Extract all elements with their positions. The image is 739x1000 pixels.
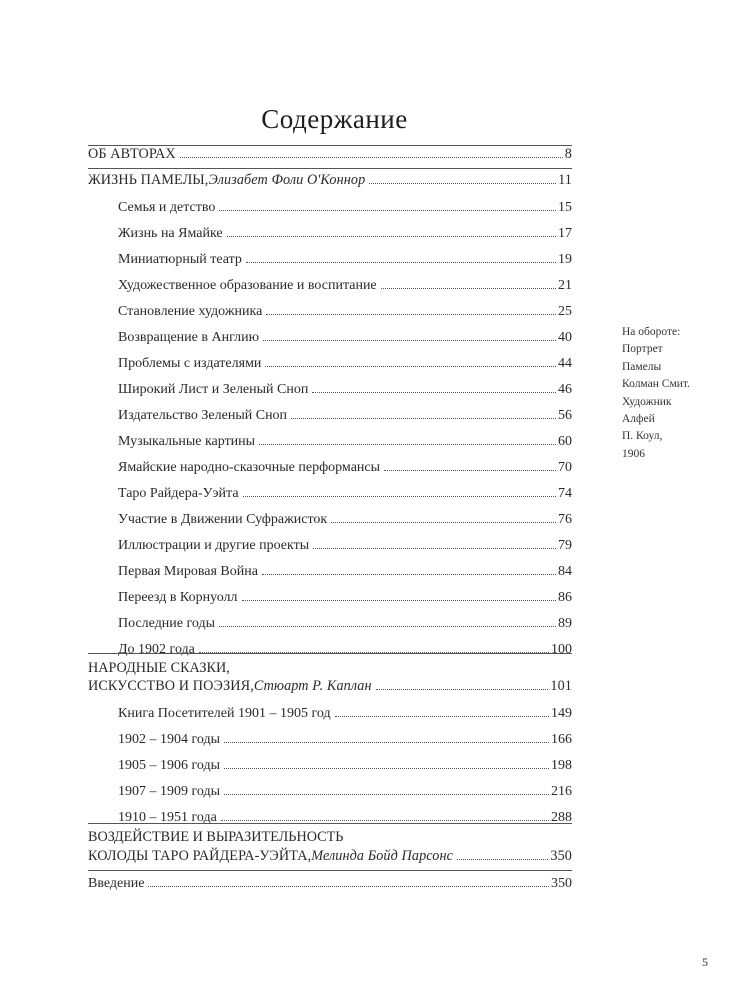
toc-subentry[interactable] — [118, 731, 572, 748]
dot-leader — [180, 157, 563, 158]
toc-entry-rider-waite-impact[interactable] — [88, 848, 572, 865]
entry-title: Художественное образование и воспитание — [118, 278, 377, 293]
dot-leader — [262, 574, 556, 575]
dot-leader — [265, 366, 556, 367]
entry-page: 74 — [558, 486, 572, 501]
toc-subentry[interactable] — [118, 563, 572, 580]
entry-page: 25 — [558, 304, 572, 319]
entry-page: 216 — [551, 784, 572, 799]
entry-page: 70 — [558, 460, 572, 475]
section-divider — [88, 870, 572, 871]
caption-line: Колман Смит. — [622, 378, 690, 391]
toc-subentry[interactable] — [118, 225, 572, 242]
entry-page: 19 — [558, 252, 572, 267]
entry-page: 84 — [558, 564, 572, 579]
caption-line: На обороте: — [622, 326, 681, 338]
entry-page: 89 — [558, 616, 572, 631]
toc-subentry[interactable] — [118, 589, 572, 606]
toc-subentry[interactable] — [118, 381, 572, 398]
entry-title: Книга Посетителей 1901 – 1905 год — [118, 706, 331, 721]
entry-title: ЖИЗНЬ ПАМЕЛЫ, — [88, 172, 209, 188]
dot-leader — [148, 886, 549, 887]
dot-leader — [457, 859, 548, 860]
toc-subentry[interactable] — [118, 433, 572, 450]
entry-page: 17 — [558, 226, 572, 241]
entry-page: 101 — [550, 678, 572, 694]
entry-page: 166 — [551, 732, 572, 747]
entry-title: Иллюстрации и другие проекты — [118, 538, 310, 553]
page-title: Содержание — [261, 104, 408, 134]
entry-title: Широкий Лист и Зеленый Сноп — [118, 382, 309, 397]
toc-subentry[interactable] — [118, 615, 572, 632]
dot-leader — [221, 820, 549, 821]
dot-leader — [219, 210, 556, 211]
dot-leader — [266, 314, 556, 315]
entry-page: 76 — [558, 512, 572, 527]
toc-subentry[interactable] — [118, 511, 572, 528]
entry-page: 86 — [558, 590, 572, 605]
dot-leader — [312, 392, 556, 393]
toc-subentry[interactable] — [118, 783, 572, 800]
dot-leader — [376, 689, 549, 690]
entry-title: Ямайские народно-сказочные перформансы — [118, 460, 381, 475]
caption-line: П. Коул, — [622, 430, 663, 443]
toc-subentry[interactable] — [118, 355, 572, 372]
entry-page: 21 — [558, 278, 572, 293]
toc-subentry[interactable] — [118, 537, 572, 554]
toc-subentry[interactable] — [118, 407, 572, 424]
entry-page: 15 — [558, 200, 572, 215]
entry-title: Введение — [88, 876, 145, 891]
dot-leader — [224, 794, 549, 795]
caption-line: Портрет — [622, 343, 663, 356]
caption-line: Художник — [622, 395, 672, 408]
dot-leader — [224, 768, 549, 769]
entry-page: 40 — [558, 330, 572, 345]
toc-entry-line1: ВОЗДЕЙСТВИЕ И ВЫРАЗИТЕЛЬНОСТЬ — [88, 829, 344, 845]
entry-title: Проблемы с издателями — [118, 356, 262, 371]
entry-title: Первая Мировая Война — [118, 564, 258, 579]
section-divider — [88, 653, 572, 654]
toc-entry-folk-tales[interactable] — [88, 678, 572, 695]
entry-title: КОЛОДЫ ТАРО РАЙДЕРА-УЭЙТА, — [88, 848, 312, 864]
section-divider — [88, 168, 572, 169]
entry-page: 350 — [550, 848, 572, 864]
section-divider — [88, 823, 572, 824]
dot-leader — [224, 742, 549, 743]
toc-entry-line1: НАРОДНЫЕ СКАЗКИ, — [88, 660, 230, 676]
entry-author: Стюарт Р. Каплан — [253, 678, 372, 694]
entry-title: 1907 – 1909 годы — [118, 784, 221, 799]
dot-leader — [335, 716, 549, 717]
toc-subentry[interactable] — [118, 251, 572, 268]
dot-leader — [243, 496, 556, 497]
entry-page: 100 — [551, 642, 572, 657]
toc-subentry[interactable] — [118, 199, 572, 216]
entry-page: 44 — [558, 356, 572, 371]
entry-page: 350 — [551, 876, 572, 891]
entry-page: 11 — [558, 172, 572, 188]
frontispiece-caption — [622, 324, 732, 463]
entry-page: 149 — [551, 706, 572, 721]
entry-author: Элизабет Фоли О'Коннор — [208, 172, 366, 188]
dot-leader — [291, 418, 556, 419]
caption-line: Памелы — [622, 360, 662, 373]
entry-title: Миниатюрный театр — [118, 252, 242, 267]
entry-title: Таро Райдера-Уэйта — [118, 486, 239, 501]
toc-entry-introduction[interactable] — [88, 875, 572, 892]
entry-page: 60 — [558, 434, 572, 449]
entry-title: Становление художника — [118, 304, 263, 319]
entry-page: 56 — [558, 408, 572, 423]
dot-leader — [263, 340, 556, 341]
entry-title: Семья и детство — [118, 200, 216, 215]
toc-subentry[interactable] — [118, 277, 572, 294]
dot-leader — [313, 548, 556, 549]
entry-title: Музыкальные картины — [118, 434, 256, 449]
dot-leader — [259, 444, 556, 445]
toc-subentry[interactable] — [118, 757, 572, 774]
entry-page: 8 — [564, 146, 572, 162]
entry-page: 288 — [551, 810, 572, 825]
entry-author: Мелинда Бойд Парсонс — [311, 848, 454, 864]
toc-subentry[interactable] — [118, 485, 572, 502]
dot-leader — [381, 288, 556, 289]
dot-leader — [331, 522, 556, 523]
entry-page: 198 — [551, 758, 572, 773]
toc-subentry[interactable] — [118, 329, 572, 346]
dot-leader — [219, 626, 556, 627]
entry-page: 79 — [558, 538, 572, 553]
dot-leader — [369, 183, 556, 184]
entry-title: Издательство Зеленый Сноп — [118, 408, 288, 423]
entry-title: 1910 – 1951 года — [118, 810, 217, 825]
entry-title: Последние годы — [118, 616, 216, 631]
toc-subentry[interactable] — [118, 705, 572, 722]
dot-leader — [384, 470, 556, 471]
toc-entry-life-of-pamela[interactable] — [88, 172, 572, 189]
entry-title: Жизнь на Ямайке — [118, 226, 223, 241]
toc-subentry[interactable] — [118, 459, 572, 476]
entry-title: 1902 – 1904 годы — [118, 732, 221, 747]
page-number: 5 — [702, 955, 708, 969]
caption-line: Алфей — [622, 413, 655, 426]
entry-title: ИСКУССТВО И ПОЭЗИЯ, — [88, 678, 254, 694]
entry-title: Участие в Движении Суфражисток — [118, 512, 328, 527]
caption-line: 1906 — [622, 447, 645, 460]
toc-subentry[interactable] — [118, 641, 572, 658]
entry-title: Переезд в Корнуолл — [118, 590, 238, 605]
entry-title: До 1902 года — [118, 642, 195, 657]
entry-page: 46 — [558, 382, 572, 397]
toc-entry-authors[interactable] — [88, 146, 572, 163]
dot-leader — [242, 600, 556, 601]
entry-title: ОБ АВТОРАХ — [88, 146, 176, 162]
dot-leader — [246, 262, 556, 263]
entry-title: Возвращение в Англию — [118, 330, 260, 345]
entry-title: 1905 – 1906 годы — [118, 758, 221, 773]
dot-leader — [227, 236, 556, 237]
toc-subentry[interactable] — [118, 303, 572, 320]
